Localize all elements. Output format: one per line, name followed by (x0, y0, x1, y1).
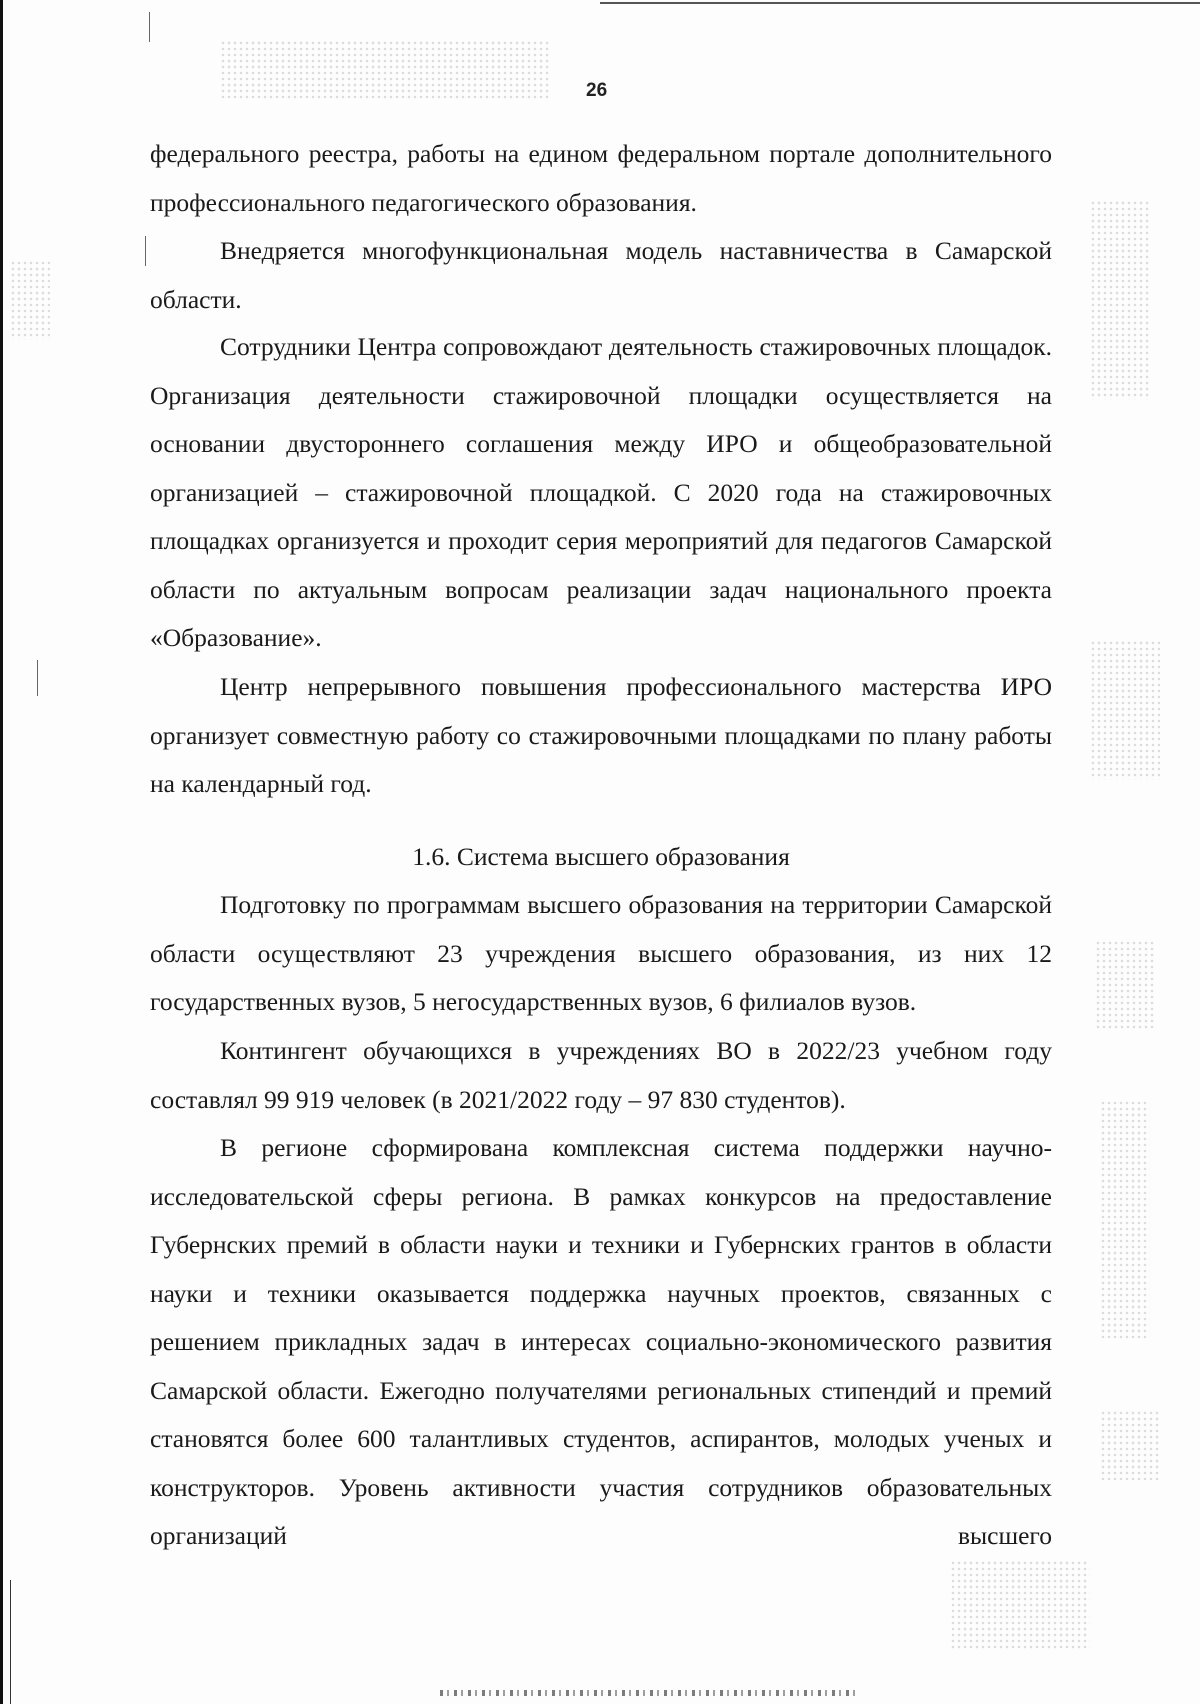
paragraph: Контингент обучающихся в учреждениях ВО в 2022/23 учебном году составлял 99 919 человек (в 2021/2022 году – 97 830 студентов). (150, 1036, 1052, 1114)
scan-bottom-noise (440, 1690, 860, 1696)
paragraph: В регионе сформирована комплексная система поддержки научно-исследовательской сферы региона. В рамках конкурсов на предоставление Губернских премий в области науки и техники и Губернских грантов в области науки и техники оказывается поддержка научных проектов, связанных с решением прикладных задач в интересах социально-экономического развития Самарской области. Ежегодно получателями региональных стипендий и премий становятся более 600 талантливых студентов, аспирантов, молодых ученых и конструкторов. Уровень активности участия сотрудников образовательных организаций высшего (150, 1133, 1052, 1550)
scan-noise (950, 1560, 1090, 1650)
scan-mark (10, 1580, 11, 1704)
paragraph: федерального реестра, работы на едином федеральном портале дополнительного профессионального педагогического образования. (150, 139, 1052, 217)
scan-mark (145, 236, 146, 266)
paragraph: Сотрудники Центра сопровождают деятельность стажировочных площадок. Организация деятельности стажировочной площадки осуществляется на основании двустороннего соглашения между ИРО и общеобразовательной организацией – стажировочной площадкой. С 2020 года на стажировочных площадках организуется и проходит серия мероприятий для педагогов Самарской области по актуальным вопросам реализации задач национального проекта «Образование». (150, 332, 1052, 652)
scan-noise (1090, 640, 1160, 780)
paragraph: Внедряется многофункциональная модель наставничества в Самарской области. (150, 236, 1052, 314)
scan-mark (149, 12, 150, 42)
scan-noise (1090, 200, 1150, 400)
scan-noise (1100, 1410, 1160, 1480)
scan-noise (1095, 940, 1155, 1030)
scan-noise (220, 40, 550, 100)
scan-noise (1100, 1100, 1150, 1340)
paragraph: Подготовку по программам высшего образования на территории Самарской области осуществляют 23 учреждения высшего образования, из них 12 государственных вузов, 5 негосударственных вузов, 6 филиалов вузов. (150, 890, 1052, 1016)
section-heading: 1.6. Система высшего образования (412, 842, 790, 871)
scan-noise (10, 260, 50, 340)
scan-mark (37, 660, 38, 696)
scan-edge-shadow (0, 0, 3, 1704)
page-number: 26 (586, 80, 608, 101)
scan-top-line (600, 2, 1200, 4)
paragraph: Центр непрерывного повышения профессионального мастерства ИРО организует совместную работу со стажировочными площадками по плану работы на календарный год. (150, 672, 1052, 798)
